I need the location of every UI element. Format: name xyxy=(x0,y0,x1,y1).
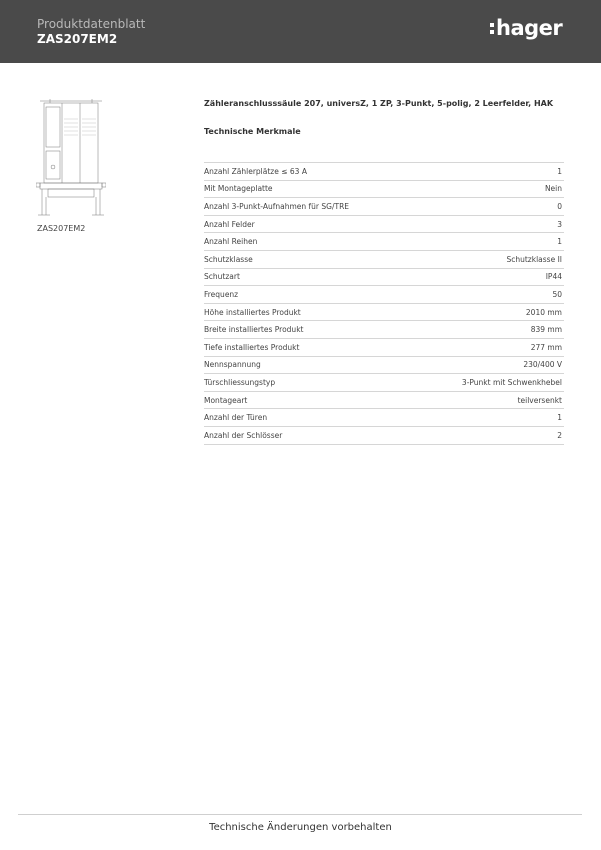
spec-label: Tiefe installiertes Produkt xyxy=(204,342,300,352)
spec-label: Anzahl Reihen xyxy=(204,237,258,247)
spec-value: 839 mm xyxy=(530,325,562,335)
footer-divider xyxy=(18,814,582,815)
spec-row xyxy=(204,268,564,286)
spec-label: Anzahl der Türen xyxy=(204,413,268,423)
spec-label: Türschliessungstyp xyxy=(204,377,276,387)
drawing-caption: ZAS207EM2 xyxy=(37,224,86,233)
spec-row xyxy=(204,338,564,356)
spec-row xyxy=(204,321,564,339)
spec-row xyxy=(204,233,564,251)
spec-row xyxy=(204,286,564,304)
spec-value: 1 xyxy=(557,413,562,423)
spec-row xyxy=(204,250,564,268)
spec-value: 1 xyxy=(557,166,562,176)
spec-value: 230/400 V xyxy=(523,360,562,370)
document-type: Produktdatenblatt xyxy=(37,17,146,31)
spec-label: Schutzart xyxy=(204,272,240,282)
spec-value: 3-Punkt mit Schwenkhebel xyxy=(461,377,562,387)
footer-note: Technische Änderungen vorbehalten xyxy=(209,822,392,833)
spec-value: 50 xyxy=(552,289,562,299)
spec-label: Anzahl 3-Punkt-Aufnahmen für SG/TRE xyxy=(204,201,350,211)
product-code: ZAS207EM2 xyxy=(37,32,118,46)
spec-value: 1 xyxy=(557,237,562,247)
spec-row xyxy=(204,391,564,409)
product-title: Zähleranschlusssäule 207, universZ, 1 ZP, 3-Punkt, 5-polig, 2 Leerfelder, HAK xyxy=(204,99,554,108)
section-heading: Technische Merkmale xyxy=(204,127,301,136)
spec-label: Anzahl der Schlösser xyxy=(204,430,283,440)
spec-row xyxy=(204,180,564,198)
spec-value: teilversenkt xyxy=(517,395,562,405)
spec-label: Anzahl Zählerplätze ≤ 63 A xyxy=(204,166,307,176)
spec-value: Nein xyxy=(544,184,562,194)
spec-value: 0 xyxy=(557,201,562,211)
spec-table xyxy=(204,162,564,445)
spec-label: Frequenz xyxy=(204,289,239,299)
spec-row xyxy=(204,303,564,321)
spec-label: Anzahl Felder xyxy=(204,219,255,229)
spec-label: Mit Montageplatte xyxy=(204,184,273,194)
spec-label: Montageart xyxy=(204,395,248,405)
spec-row xyxy=(204,374,564,392)
spec-row xyxy=(204,409,564,427)
spec-value: 277 mm xyxy=(530,342,562,352)
spec-value: 2010 mm xyxy=(525,307,562,317)
spec-value: 3 xyxy=(557,219,562,229)
page-header xyxy=(0,0,601,63)
spec-label: Nennspannung xyxy=(204,360,261,370)
spec-row xyxy=(204,198,564,216)
spec-label: Breite installiertes Produkt xyxy=(204,325,304,335)
logo-dots-icon xyxy=(490,23,495,37)
spec-row xyxy=(204,356,564,374)
spec-row xyxy=(204,215,564,233)
spec-row xyxy=(204,163,564,181)
spec-value: 2 xyxy=(557,430,562,440)
spec-label: Schutzklasse xyxy=(204,254,253,264)
spec-label: Höhe installiertes Produkt xyxy=(204,307,301,317)
product-technical-drawing xyxy=(36,95,106,225)
spec-value: IP44 xyxy=(545,272,562,282)
spec-row xyxy=(204,426,564,444)
logo-wordmark: hager xyxy=(496,16,563,40)
spec-value: Schutzklasse II xyxy=(506,254,562,264)
